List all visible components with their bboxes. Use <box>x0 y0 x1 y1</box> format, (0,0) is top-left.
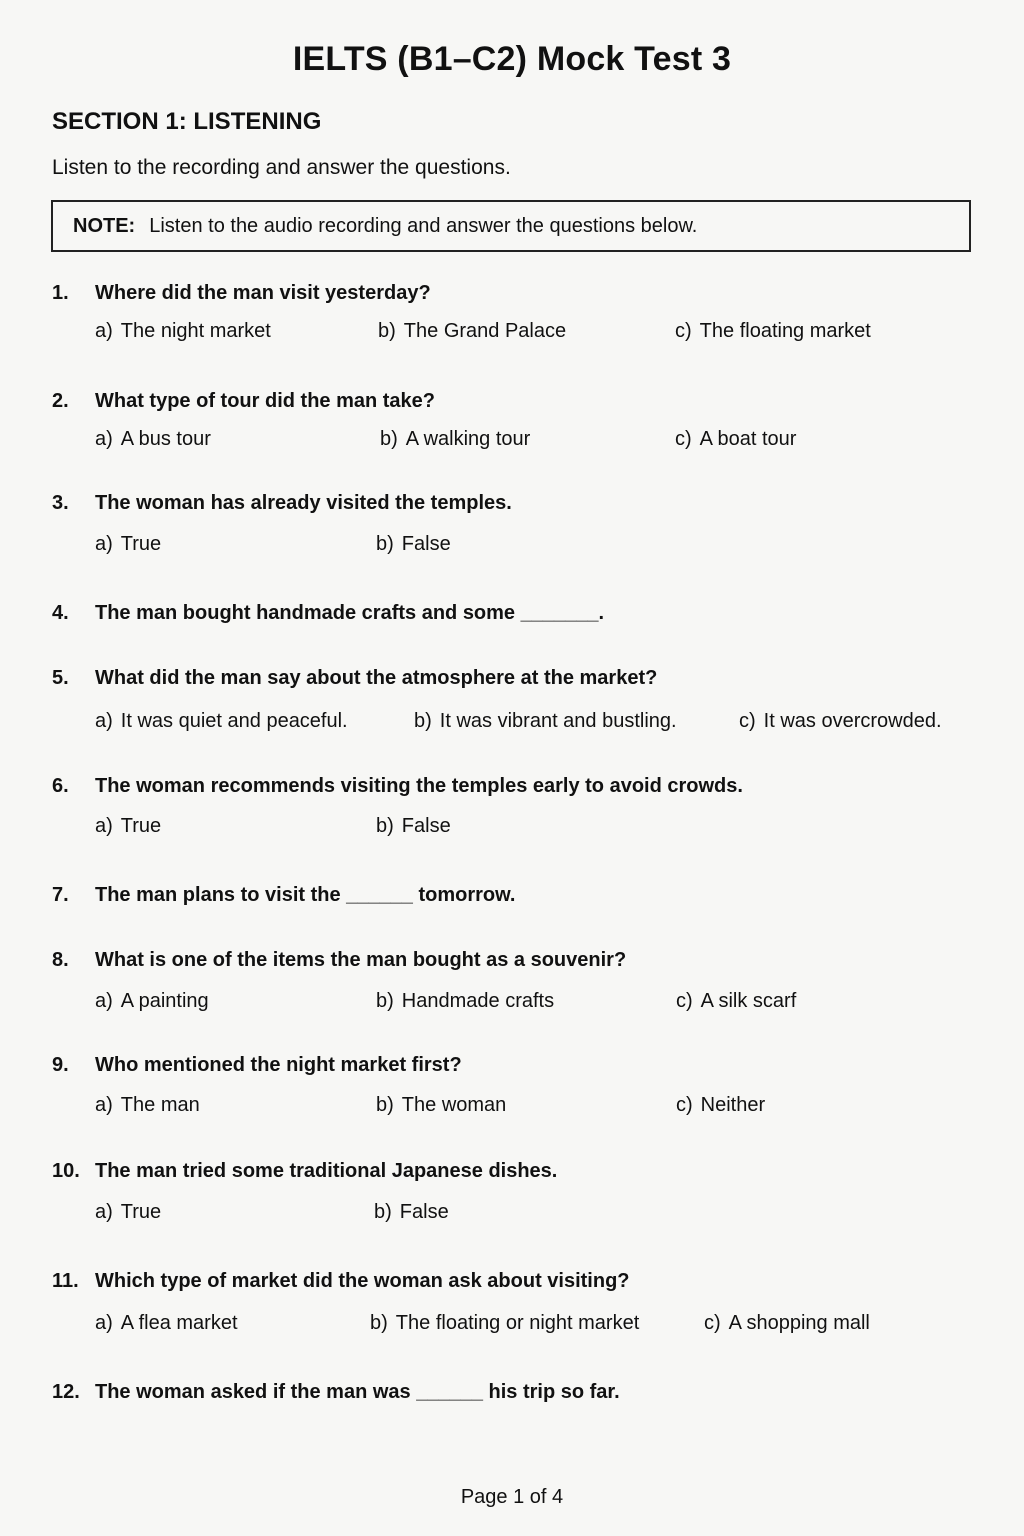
option-3a[interactable] <box>95 533 161 556</box>
option-letter: a) <box>95 320 113 342</box>
question-number: 12. <box>52 1381 80 1403</box>
question-text: The man plans to visit the ______ tomorrow. <box>95 884 516 906</box>
option-text: Neither <box>700 1094 766 1116</box>
option-5c[interactable] <box>739 710 942 733</box>
section-instructions: Listen to the recording and answer the questions. <box>52 156 511 179</box>
option-letter: b) <box>376 1094 394 1116</box>
question-number: 3. <box>52 492 69 514</box>
option-6b[interactable] <box>376 815 451 838</box>
option-2a[interactable] <box>95 428 211 451</box>
question-number: 9. <box>52 1054 69 1076</box>
option-text: The floating market <box>699 320 871 342</box>
option-9a[interactable] <box>95 1094 200 1117</box>
page-number: Page 1 of 4 <box>460 1486 564 1508</box>
option-text: Handmade crafts <box>401 990 555 1012</box>
option-letter: c) <box>675 320 692 342</box>
option-2b[interactable] <box>380 428 530 451</box>
option-letter: b) <box>414 710 432 732</box>
option-text: False <box>401 533 451 555</box>
question-text: The woman has already visited the temples. <box>95 492 512 514</box>
option-10b[interactable] <box>374 1201 449 1224</box>
option-5a[interactable] <box>95 710 348 733</box>
question-number: 1. <box>52 282 69 304</box>
option-text: A silk scarf <box>700 990 797 1012</box>
option-letter: a) <box>95 1201 113 1223</box>
option-letter: b) <box>380 428 398 450</box>
option-letter: a) <box>95 1094 113 1116</box>
option-letter: c) <box>676 1094 693 1116</box>
question-text: The woman asked if the man was ______ his trip so far. <box>95 1381 620 1403</box>
question-number: 2. <box>52 390 69 412</box>
option-letter: b) <box>376 990 394 1012</box>
option-text: True <box>120 533 162 555</box>
question-text: What is one of the items the man bought as a souvenir? <box>95 949 627 971</box>
option-text: It was vibrant and bustling. <box>439 710 677 732</box>
option-text: A bus tour <box>120 428 211 450</box>
option-8a[interactable] <box>95 990 209 1013</box>
option-text: A flea market <box>120 1312 238 1334</box>
option-3b[interactable] <box>376 533 451 556</box>
option-letter: a) <box>95 533 113 555</box>
option-letter: b) <box>374 1201 392 1223</box>
option-letter: c) <box>704 1312 721 1334</box>
option-text: It was quiet and peaceful. <box>120 710 348 732</box>
option-letter: c) <box>739 710 756 732</box>
option-text: The man <box>120 1094 200 1116</box>
option-text: A walking tour <box>405 428 531 450</box>
option-letter: a) <box>95 710 113 732</box>
option-5b[interactable] <box>414 710 677 733</box>
option-9c[interactable] <box>676 1094 765 1117</box>
question-text: The woman recommends visiting the temples early to avoid crowds. <box>95 775 743 797</box>
option-text: True <box>120 1201 162 1223</box>
option-letter: a) <box>95 428 113 450</box>
option-letter: b) <box>376 815 394 837</box>
note-label: NOTE: <box>73 214 136 237</box>
note-box <box>51 200 971 252</box>
question-text: What type of tour did the man take? <box>95 390 436 412</box>
option-text: A painting <box>120 990 209 1012</box>
option-text: True <box>120 815 162 837</box>
option-letter: b) <box>376 533 394 555</box>
option-1c[interactable] <box>675 320 871 343</box>
question-number: 7. <box>52 884 69 906</box>
option-11c[interactable] <box>704 1312 870 1335</box>
question-text: Which type of market did the woman ask about visiting? <box>95 1270 630 1292</box>
option-8b[interactable] <box>376 990 554 1013</box>
option-letter: a) <box>95 990 113 1012</box>
option-11b[interactable] <box>370 1312 639 1335</box>
option-9b[interactable] <box>376 1094 506 1117</box>
option-text: A boat tour <box>699 428 797 450</box>
question-number: 5. <box>52 667 69 689</box>
question-text: Where did the man visit yesterday? <box>95 282 431 304</box>
question-number: 11. <box>52 1270 79 1292</box>
option-letter: c) <box>675 428 692 450</box>
question-number: 10. <box>52 1160 80 1182</box>
option-11a[interactable] <box>95 1312 238 1335</box>
option-text: A shopping mall <box>728 1312 870 1334</box>
option-letter: b) <box>378 320 396 342</box>
option-letter: b) <box>370 1312 388 1334</box>
question-text: What did the man say about the atmosphere at the market? <box>95 667 658 689</box>
page-title: IELTS (B1–C2) Mock Test 3 <box>292 40 732 78</box>
option-text: False <box>401 815 451 837</box>
option-letter: a) <box>95 1312 113 1334</box>
note-text: Listen to the audio recording and answer the questions below. <box>149 214 698 237</box>
option-8c[interactable] <box>676 990 796 1013</box>
option-6a[interactable] <box>95 815 161 838</box>
option-letter: c) <box>676 990 693 1012</box>
question-number: 8. <box>52 949 69 971</box>
section-heading: SECTION 1: LISTENING <box>52 108 322 135</box>
option-text: The floating or night market <box>395 1312 640 1334</box>
option-text: False <box>399 1201 449 1223</box>
option-2c[interactable] <box>675 428 796 451</box>
option-text: The Grand Palace <box>403 320 567 342</box>
option-text: It was overcrowded. <box>763 710 942 732</box>
option-10a[interactable] <box>95 1201 161 1224</box>
option-1a[interactable] <box>95 320 271 343</box>
question-text: Who mentioned the night market first? <box>95 1054 462 1076</box>
option-1b[interactable] <box>378 320 566 343</box>
question-text: The man tried some traditional Japanese dishes. <box>95 1160 558 1182</box>
question-text: The man bought handmade crafts and some _______. <box>95 602 605 624</box>
option-text: The night market <box>120 320 271 342</box>
question-number: 6. <box>52 775 69 797</box>
option-letter: a) <box>95 815 113 837</box>
option-text: The woman <box>401 1094 507 1116</box>
question-number: 4. <box>52 602 69 624</box>
